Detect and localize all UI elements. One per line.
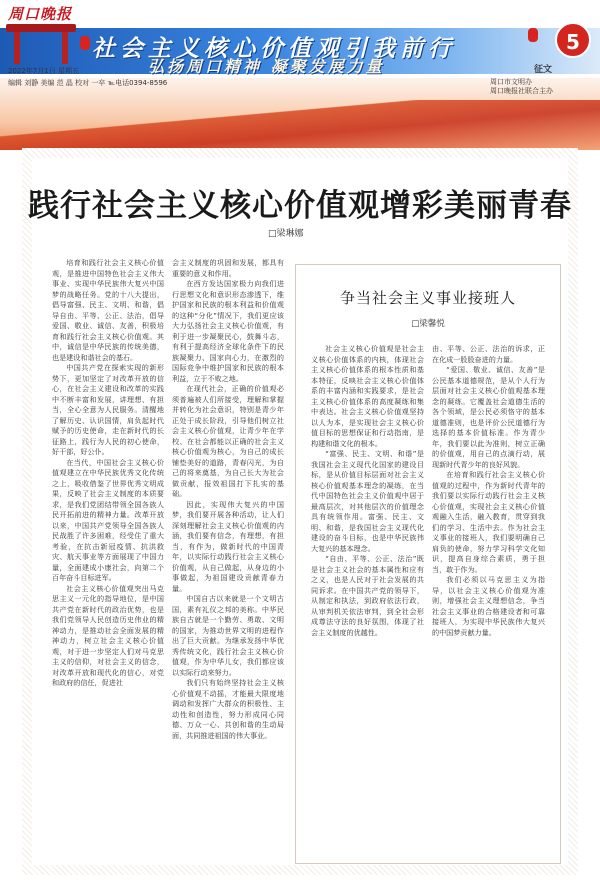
article-title: 践行社会主义核心价值观增彩美丽青春 — [28, 188, 572, 224]
bottom-margin — [0, 875, 600, 893]
lantern-icon — [528, 28, 538, 42]
inset-article-title: 争当社会主义事业接班人 — [339, 289, 516, 307]
paragraph: 我们只有始终坚持社会主义核心价值观不动摇，才能最大限度地调动和发挥广大群众的积极性、主动性和创造性，努力形成同心同德、万众一心、共创和谐的生动局面，共同推进祖国的伟大事业。 — [172, 678, 284, 740]
article-column-1 — [52, 258, 164, 689]
organizer-info — [490, 78, 553, 96]
paragraph: 中国共产党在探索实现的新形势下，更加坚定了对改革开放的信心，在社会主义建设和改革的实践中不断丰富和发展，讲理想、有担当，全心全意为人民服务。清醒地了解历史、认识国情，肩负起时代赋予的历史使命，走在新时代的长征路上，践行为人民的初心使命，好干部，好公仆。 — [52, 363, 164, 456]
paragraph: 因此，实现伟大复兴的中国梦，我们要开展各种活动，让人们深刻理解社会主义核心价值观的内涵，我们要有信念，有理想，有担当，有作为，做新时代的中国青年，以实际行动践行社会主义核心价值观，从自己做起，从身边的小事做起，为祖国建设贡献青春力量。 — [172, 499, 284, 593]
paragraph: “爱国、敬业、诚信、友善”是公民基本道德规范，是从个人行为层面对社会主义核心价值观基本理念的凝练。它覆盖社会道德生活的各个领域，是公民必须恪守的基本道德准则，也是评价公民道德行为选择的基本价值标准。作为青少年，我们要以此为准则，树立正确的价值观，用自己的点滴行动，展现新时代青少年的良好风貌。 — [432, 365, 545, 469]
paragraph: 我们必须以马克思主义为指导，以社会主义核心价值观为准则，增强社会主义理想信念，争当社会主义事业的合格建设者和可靠接班人，为实现中华民族伟大复兴的中国梦贡献力量。 — [432, 575, 545, 637]
section-tag: 征文 — [534, 65, 553, 75]
page-number-badge: 5 — [555, 22, 591, 58]
paper-logo — [8, 3, 72, 25]
paragraph: 由、平等、公正、法治的诉求，正在化成一股股奋进的力量。 — [432, 344, 545, 364]
paragraph: “富强、民主、文明、和谐”是我国社会主义现代化国家的建设目标，是从价值目标层面对社会主义核心价值观基本理念的凝练，在当代中国特色社会主义价值观中居于最高层次，对其他层次的价值理念具有统领作用。富强、民主、文明、和谐，是我国社会主义现代化建设的奋斗目标，也是中华民族伟大复兴的基本理念。 — [311, 449, 424, 553]
paragraph: 在现代社会，正确的价值观必须普遍被人们所接受，理解和掌握并转化为社会意识，特别是青少年正处于成长阶段，引导他们树立社会主义核心价值观，让青少年在学校、在社会都能以正确的社会主义核心价值观为核心，为自己的成长铺垫美好的道路，青春闪光，为自己的将来奠基，为自己长大为社会做贡献，报效祖国打下扎实的基础。 — [172, 384, 284, 498]
paragraph: “自由、平等、公正、法治”既是社会主义社会的基本属性和应有之义，也是人民对于社会发展的共同诉求。在中国共产党的领导下，从制定和执法，到政府依法行政，从审判机关依法审判，到全社会形成尊法守法的良好氛围，体现了社会主义制度的优越性。 — [311, 554, 424, 637]
paper-name: 周口晚报 — [8, 5, 73, 23]
paragraph: 会主义制度的巩固和发展，都具有重要的意义和作用。 — [172, 258, 284, 278]
paragraph: 在西方发达国家极力向我们进行思想文化和意识形态渗透下，维护国家和民族的根本利益和价值观的这种“分化”情况下，我们更应该大力弘扬社会主义核心价值观，有利于进一步凝聚民心，鼓舞斗志，有利于提高经济全球化条件下的民族凝聚力、国家向心力，在激烈的国际竞争中维护国家和民族的根本利益，立于不败之地。 — [172, 279, 284, 383]
issue-info: 编辑 刘静 美编 范 晶 校对 一卒 ℡电话0394-8596 — [8, 79, 168, 87]
campaign-sub-slogan: 弘扬周口精神 凝聚发展力量 — [148, 57, 385, 76]
inset-column-2 — [432, 344, 545, 638]
masthead — [0, 0, 600, 150]
organizer-line: 周口市文明办 — [490, 78, 532, 86]
paragraph: 社会主义核心价值观是社会主义核心价值体系的内核，体现社会主义核心价值体系的根本性质和基本特征，反映社会主义核心价值体系的丰富内涵和实践要求，是社会主义核心价值体系的高度凝练和集中表达。社会主义核心价值观坚持以人为本，是实现社会主义核心价值目标的思想保证和行动指南，是构建和谐文化的根本。 — [311, 344, 424, 448]
paragraph: 中国自古以来就是一个文明古国，素有礼仪之邦的美称。中华民族自古就是一个勤劳、勇敢、文明的国家，为推动世界文明的进程作出了巨大贡献。为继承发扬中华优秀传统文化，践行社会主义核心价值观，作为中华儿女，我们都应该以实际行动来努力。 — [172, 594, 284, 677]
masthead-red-ribbon — [0, 100, 600, 150]
gate-illustration — [6, 24, 76, 64]
issue-date: 2022年7月1日 星期五 — [8, 67, 79, 75]
inset-column-1 — [311, 344, 424, 638]
paragraph: 社会主义核心价值观突出马克思主义一元化的指导地位，是中国共产党在新时代的政治优势，也是我们党领导人民创造历史伟业的精神动力，是推动社会全面发展的精神动力，树立社会主义核心价值观，对于进一步坚定人们对马克思主义的信仰，对社会主义的信念，对改革开放和现代化的信心，对党和政府的信任，促进社 — [52, 583, 164, 687]
paragraph: 在当代，中国社会主义核心价值观建立在中华民族优秀文化传统之上，吸收借鉴了世界优秀文明成果，反映了社会主义制度的本质要求，是我们党团结带领全国各族人民开拓前进的精神力量。改革开放以来，中国共产党领导全国各族人民战胜了许多困难，经受住了重大考验，在抗击新冠疫情、抗洪救灾、航天事业等方面展现了中国力量，全面建成小康社会，向第二个百年奋斗目标进军。 — [52, 457, 164, 582]
article-byline: □梁琳娜 — [268, 229, 304, 239]
lantern-icon — [80, 36, 90, 50]
inset-article-byline: □梁馨悦 — [411, 319, 445, 329]
campaign-slogan: 社会主义核心价值观引我前行 — [92, 35, 456, 62]
paragraph: 在培育和践行社会主义核心价值观的过程中，作为新时代青年的我们要以实际行动践行社会主义核心价值观，实现社会主义核心价值观融入生活，融入教育，贯穿到我们的学习、生活中去。作为社会主义事业的接班人，我们要明确自己肩负的使命，努力学习科学文化知识，提高自身综合素质，勇于担当，敢于作为。 — [432, 470, 545, 574]
paragraph: 培育和践行社会主义核心价值观，是推进中国特色社会主义伟大事业、实现中华民族伟大复兴中国梦的战略任务。党的十八大提出，倡导富强、民主、文明、和谐，倡导自由、平等、公正、法治，倡导爱国、敬业、诚信、友善，积极培育和践行社会主义核心价值观。其中，诚信是中华民族的传统美德，也是建设和谐社会的基石。 — [52, 258, 164, 362]
organizer-line: 周口晚报社联合主办 — [490, 87, 553, 95]
article-column-2 — [172, 258, 284, 741]
